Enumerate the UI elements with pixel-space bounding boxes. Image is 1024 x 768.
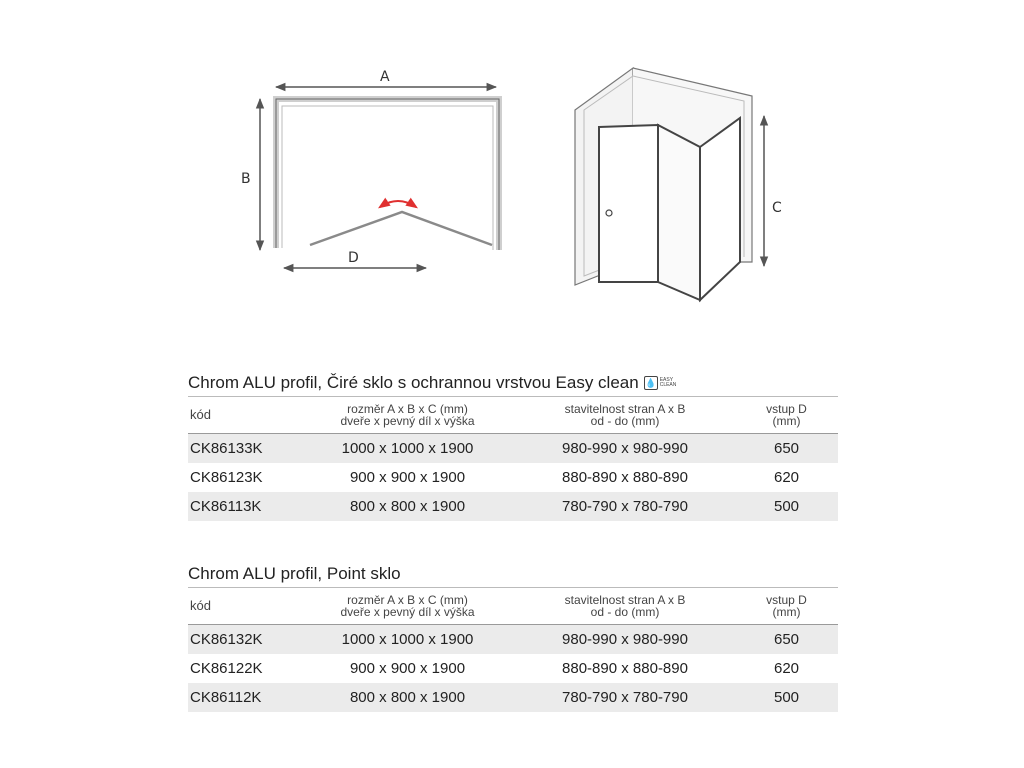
dimension-b-label: B [241,171,251,187]
spec-table [188,587,838,712]
product-code: CK86133K [190,440,263,457]
product-adjustability: 780-790 x 780-790 [562,498,688,515]
section-title [188,370,838,396]
table-row [188,683,838,712]
table-header-row [188,397,838,434]
product-size: 800 x 800 x 1900 [349,689,466,706]
product-adjustability: 980-990 x 980-990 [562,440,688,457]
table-row [188,625,838,654]
easy-clean-badge [644,376,677,390]
header-code: kód [190,598,211,613]
plan-view [241,69,499,268]
shower-diagram [0,0,1024,360]
header-adjustability: stavitelnost stran A x B od - do (mm) [564,593,686,619]
water-drop-icon: 💧 [644,376,658,390]
folding-panel-2 [700,118,740,300]
door-panel [599,125,658,282]
table-header-row [188,588,838,625]
perspective-view [575,68,782,300]
header-entry: vstup D (mm) [766,402,807,428]
product-size: 1000 x 1000 x 1900 [341,440,474,457]
product-code: CK86122K [190,660,263,677]
header-adjustability: stavitelnost stran A x B od - do (mm) [564,402,686,428]
table-row [188,654,838,683]
product-entry: 650 [773,631,800,648]
product-code: CK86112K [190,689,262,706]
table-row [188,492,838,521]
folding-panel-1 [658,125,700,300]
header-entry: vstup D (mm) [766,593,807,619]
product-adjustability: 880-890 x 880-890 [562,469,688,486]
header-size: rozměr A x B x C (mm) dveře x pevný díl x výška [340,593,475,619]
folding-door-panels [310,212,492,245]
section-title-text: Chrom ALU profil, Čiré sklo s ochrannou vrstvou Easy clean [188,373,639,392]
product-code: CK86123K [190,469,263,486]
product-adjustability: 980-990 x 980-990 [562,631,688,648]
product-entry: 500 [773,498,800,515]
product-adjustability: 880-890 x 880-890 [562,660,688,677]
product-entry: 620 [773,469,800,486]
product-code: CK86113K [190,498,262,515]
product-entry: 620 [773,660,800,677]
spec-section-easy-clean [188,370,838,521]
product-entry: 650 [773,440,800,457]
product-entry: 500 [773,689,800,706]
spec-table [188,396,838,521]
dimension-c-label: C [772,200,782,216]
plan-walls [276,99,499,250]
section-title [188,561,838,587]
dimension-a-label: A [380,69,390,85]
product-size: 900 x 900 x 1900 [349,469,466,486]
dimension-d-label: D [348,250,359,266]
easy-badge-line1: EASY [659,377,674,383]
header-code: kód [190,407,211,422]
product-adjustability: 780-790 x 780-790 [562,689,688,706]
table-row [188,463,838,492]
table-row [188,434,838,463]
product-size: 900 x 900 x 1900 [349,660,466,677]
swing-direction-arrow [380,201,416,207]
spec-section-point [188,561,838,712]
easy-badge-line2: CLEAN [659,382,677,388]
product-code: CK86132K [190,631,263,648]
header-size: rozměr A x B x C (mm) dveře x pevný díl x výška [340,402,475,428]
product-size: 800 x 800 x 1900 [349,498,466,515]
product-size: 1000 x 1000 x 1900 [341,631,474,648]
section-title-text: Chrom ALU profil, Point sklo [188,564,401,583]
